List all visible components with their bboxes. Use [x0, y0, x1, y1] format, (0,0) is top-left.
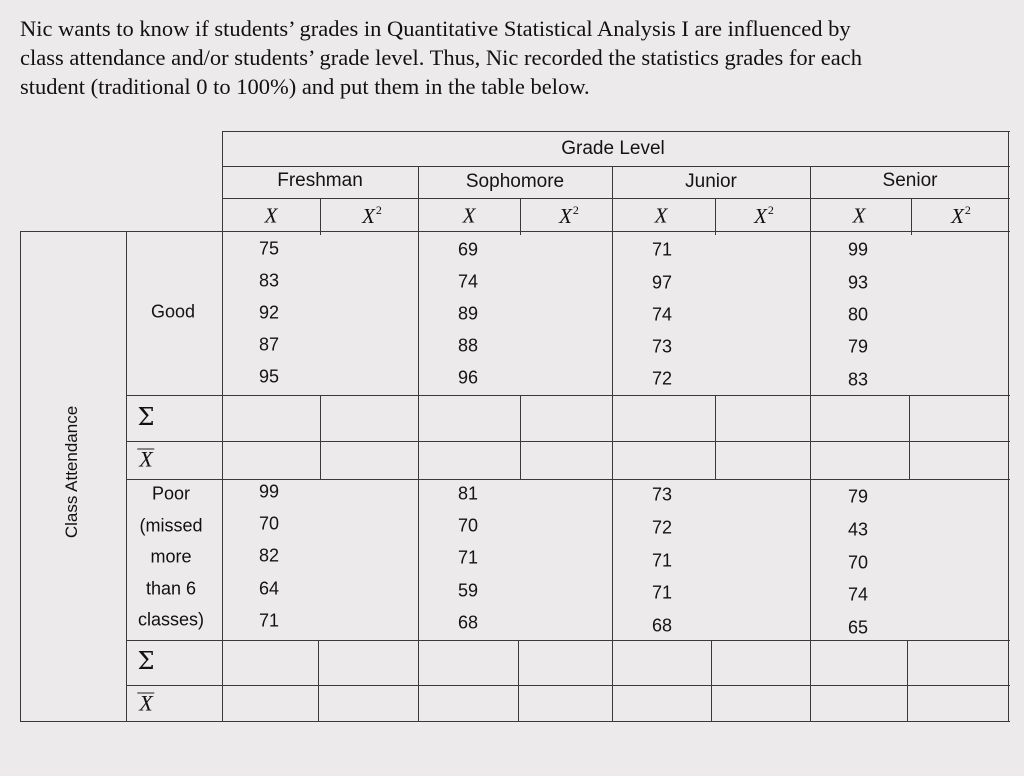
- table-border: [318, 640, 319, 721]
- score-cell: 93: [847, 272, 869, 293]
- score-cell: 82: [258, 545, 280, 566]
- intro-line-2: class attendance and/or students’ grade level. Thus, Nic recorded the statistics grades for each: [20, 45, 862, 70]
- score-cell: 97: [651, 272, 673, 293]
- table-border: [711, 640, 712, 721]
- col-x2-freshman: $X^2$: [362, 203, 382, 228]
- score-cell: 71: [651, 582, 673, 603]
- table-border: [222, 198, 1010, 199]
- grade-level-header: Grade Level: [561, 138, 665, 159]
- score-cell: 87: [258, 334, 280, 355]
- mean-symbol-poor: X: [139, 690, 153, 716]
- score-cell: 65: [847, 617, 869, 638]
- table-border: [222, 131, 1010, 132]
- score-cell: 59: [457, 580, 479, 601]
- table-border: [320, 395, 321, 479]
- score-cell: 81: [457, 483, 479, 504]
- score-cell: 64: [258, 578, 280, 599]
- score-cell: 75: [258, 238, 280, 259]
- score-cell: 79: [847, 486, 869, 507]
- score-cell: 99: [258, 481, 280, 502]
- table-border: [909, 395, 910, 479]
- score-cell: 72: [651, 517, 673, 538]
- table-border: [126, 441, 1010, 442]
- score-cell: 83: [847, 369, 869, 390]
- level-header-sophomore: Sophomore: [465, 171, 565, 192]
- table-border: [126, 231, 127, 721]
- score-cell: 43: [847, 519, 869, 540]
- table-border: [20, 721, 1010, 722]
- score-cell: 69: [457, 239, 479, 260]
- table-border: [612, 166, 613, 721]
- table-border: [126, 640, 1010, 641]
- table-border: [1008, 131, 1009, 721]
- score-cell: 70: [847, 552, 869, 573]
- good-row-label: Good: [150, 301, 196, 322]
- score-cell: 89: [457, 303, 479, 324]
- col-x-senior: X: [852, 203, 866, 228]
- table-border: [126, 685, 1010, 686]
- col-x2-sophomore: $X^2$: [559, 203, 579, 228]
- score-cell: 70: [457, 515, 479, 536]
- score-cell: 99: [847, 239, 869, 260]
- sum-symbol-poor: Σ: [137, 647, 155, 675]
- poor-row-label: Poor (missed more than 6 classes): [137, 483, 205, 630]
- table-border: [715, 198, 716, 235]
- score-cell: 96: [457, 367, 479, 388]
- table-border: [320, 198, 321, 235]
- score-cell: 79: [847, 336, 869, 357]
- table-border: [715, 395, 716, 479]
- score-cell: 71: [651, 550, 673, 571]
- score-cell: 72: [651, 368, 673, 389]
- table-border: [911, 198, 912, 235]
- level-header-senior: Senior: [882, 170, 938, 191]
- class-attendance-label: Class Attendance: [62, 405, 81, 539]
- score-cell: 74: [847, 584, 869, 605]
- intro-line-3: student (traditional 0 to 100%) and put them in the table below.: [20, 74, 590, 99]
- mean-symbol-good: X: [139, 446, 153, 472]
- score-cell: 71: [258, 610, 280, 631]
- score-cell: 73: [651, 336, 673, 357]
- score-cell: 68: [651, 615, 673, 636]
- score-cell: 83: [258, 270, 280, 291]
- level-header-freshman: Freshman: [277, 170, 363, 191]
- table-border: [418, 166, 419, 721]
- col-x2-junior: $X^2$: [754, 203, 774, 228]
- score-cell: 88: [457, 335, 479, 356]
- score-cell: 73: [651, 484, 673, 505]
- sum-symbol-good: Σ: [137, 403, 155, 431]
- score-cell: 70: [258, 513, 280, 534]
- col-x-freshman: X: [264, 203, 278, 228]
- score-cell: 71: [457, 547, 479, 568]
- col-x2-senior: $X^2$: [951, 203, 971, 228]
- score-cell: 68: [457, 612, 479, 633]
- table-border: [520, 198, 521, 235]
- table-border: [20, 231, 1010, 232]
- table-border: [518, 640, 519, 721]
- score-cell: 92: [258, 302, 280, 323]
- table-border: [810, 166, 811, 721]
- table-border: [907, 640, 908, 721]
- intro-line-1: Nic wants to know if students’ grades in Quantitative Statistical Analysis I are influenced by: [20, 16, 851, 41]
- table-border: [222, 166, 1010, 167]
- col-x-junior: X: [654, 203, 668, 228]
- table-border: [126, 479, 1010, 480]
- score-cell: 95: [258, 366, 280, 387]
- table-border: [222, 131, 223, 721]
- table-border: [520, 395, 521, 479]
- level-header-junior: Junior: [685, 171, 737, 192]
- col-x-sophomore: X: [462, 203, 476, 228]
- score-cell: 74: [457, 271, 479, 292]
- score-cell: 71: [651, 239, 673, 260]
- table-border: [20, 231, 21, 721]
- score-cell: 74: [651, 304, 673, 325]
- score-cell: 80: [847, 304, 869, 325]
- table-border: [126, 395, 1010, 396]
